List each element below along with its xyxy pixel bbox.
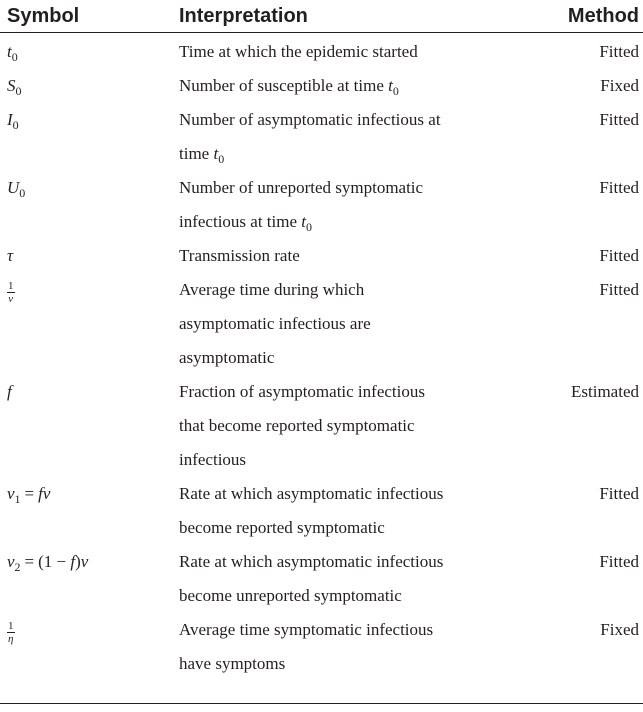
symbol-lhs: ν [7,484,15,503]
symbol-lhs: ν [7,552,15,571]
table-bottom-rule [0,703,643,704]
interpretation-line: asymptomatic [179,348,275,367]
symbol-var: t [7,42,12,61]
equals-sign: = [24,552,35,571]
symbol-rhs-tail: ν [80,552,89,571]
interpretation-cell [179,477,509,545]
interpretation-line: that become reported symptomatic [179,416,415,435]
interpretation-line: infectious at time [179,212,298,231]
interpretation-text: Transmission rate [179,246,300,265]
symbol-rhs-open: (1 − [38,552,67,571]
fraction-numerator: 1 [8,619,14,632]
fraction-symbol [7,280,15,305]
symbol-subscript: 0 [15,84,22,98]
table-row [0,375,643,477]
table-row [0,545,643,613]
interpretation-line: Rate at which asymptomatic infectious [179,552,444,571]
symbol-cell [0,613,179,681]
symbol-cell [0,273,179,375]
interpretation-cell [179,69,509,103]
interpretation-cell [179,273,509,375]
table-row [0,239,643,273]
method-cell: Fitted [599,484,639,503]
interpretation-cell [179,33,509,70]
symbol-rhs: fν [38,484,51,503]
interpretation-line: time [179,144,210,163]
symbol-cell [0,33,179,70]
fraction-symbol [7,620,15,645]
interpretation-line: Average time during which [179,280,365,299]
header-interpretation: Interpretation [179,0,509,33]
interpretation-line: have symptoms [179,654,286,673]
table-row [0,103,643,171]
method-cell: Fitted [599,552,639,571]
table-header [0,0,643,33]
symbol-subscript: 0 [19,186,26,200]
method-cell: Fitted [599,280,639,299]
table-row [0,33,643,70]
symbol-var: τ [7,246,14,265]
interpretation-cell [179,375,509,477]
symbol-rhs-var: f [70,552,76,571]
symbol-cell [0,69,179,103]
symbol-var: f [7,382,12,401]
method-cell: Fitted [599,110,639,129]
table-row [0,477,643,545]
symbol-var: I [7,110,13,129]
table-row [0,273,643,375]
method-cell: Fixed [600,620,639,639]
interpretation-text: Number of susceptible at time [179,76,384,95]
symbol-subscript: 2 [14,560,21,574]
table-row [0,69,643,103]
interpretation-line: become unreported symptomatic [179,586,402,605]
interpretation-line: Average time symptomatic infectious [179,620,434,639]
symbol-subscript: 1 [14,492,21,506]
fraction-numerator: 1 [8,279,14,292]
interpretation-line: Number of unreported symptomatic [179,178,424,197]
equals-sign: = [24,484,35,503]
symbol-cell [0,239,179,273]
header-method: Method [509,0,643,33]
symbol-rhs-close: ) [75,552,81,571]
table-row [0,171,643,239]
method-cell: Fixed [600,76,639,95]
method-cell: Estimated [571,382,639,401]
header-symbol: Symbol [0,0,179,33]
interpretation-cell [179,171,509,239]
fraction-denominator: ν [8,292,14,305]
time-variable: $t_0$ [388,76,399,98]
method-cell: Fitted [599,42,639,61]
symbol-cell [0,375,179,477]
table-row [0,613,643,681]
symbol-var: S [7,76,16,95]
symbol-cell [0,477,179,545]
method-cell: Fitted [599,178,639,197]
symbol-var: U [7,178,20,197]
interpretation-line: asymptomatic infectious are [179,314,371,333]
symbol-cell [0,171,179,239]
method-cell: Fitted [599,246,639,265]
table-body [0,33,643,682]
symbol-subscript: 0 [11,50,18,64]
interpretation-text: Time at which the epidemic started [179,42,418,61]
interpretation-cell [179,545,509,613]
symbol-cell [0,545,179,613]
interpretation-cell [179,239,509,273]
time-variable: $t_0$ [213,144,225,166]
header-row [0,0,643,33]
interpretation-line: Fraction of asymptomatic infectious [179,382,425,401]
interpretation-line: become reported symptomatic [179,518,385,537]
interpretation-line: Rate at which asymptomatic infectious [179,484,444,503]
interpretation-line: infectious [179,450,247,469]
interpretation-cell [179,103,509,171]
interpretation-cell [179,613,509,681]
symbol-subscript: 0 [12,118,19,132]
time-variable: $t_0$ [301,212,313,234]
symbol-cell [0,103,179,171]
interpretation-line: Number of asymptomatic infectious at [179,110,441,129]
fraction-denominator: η [8,632,14,645]
